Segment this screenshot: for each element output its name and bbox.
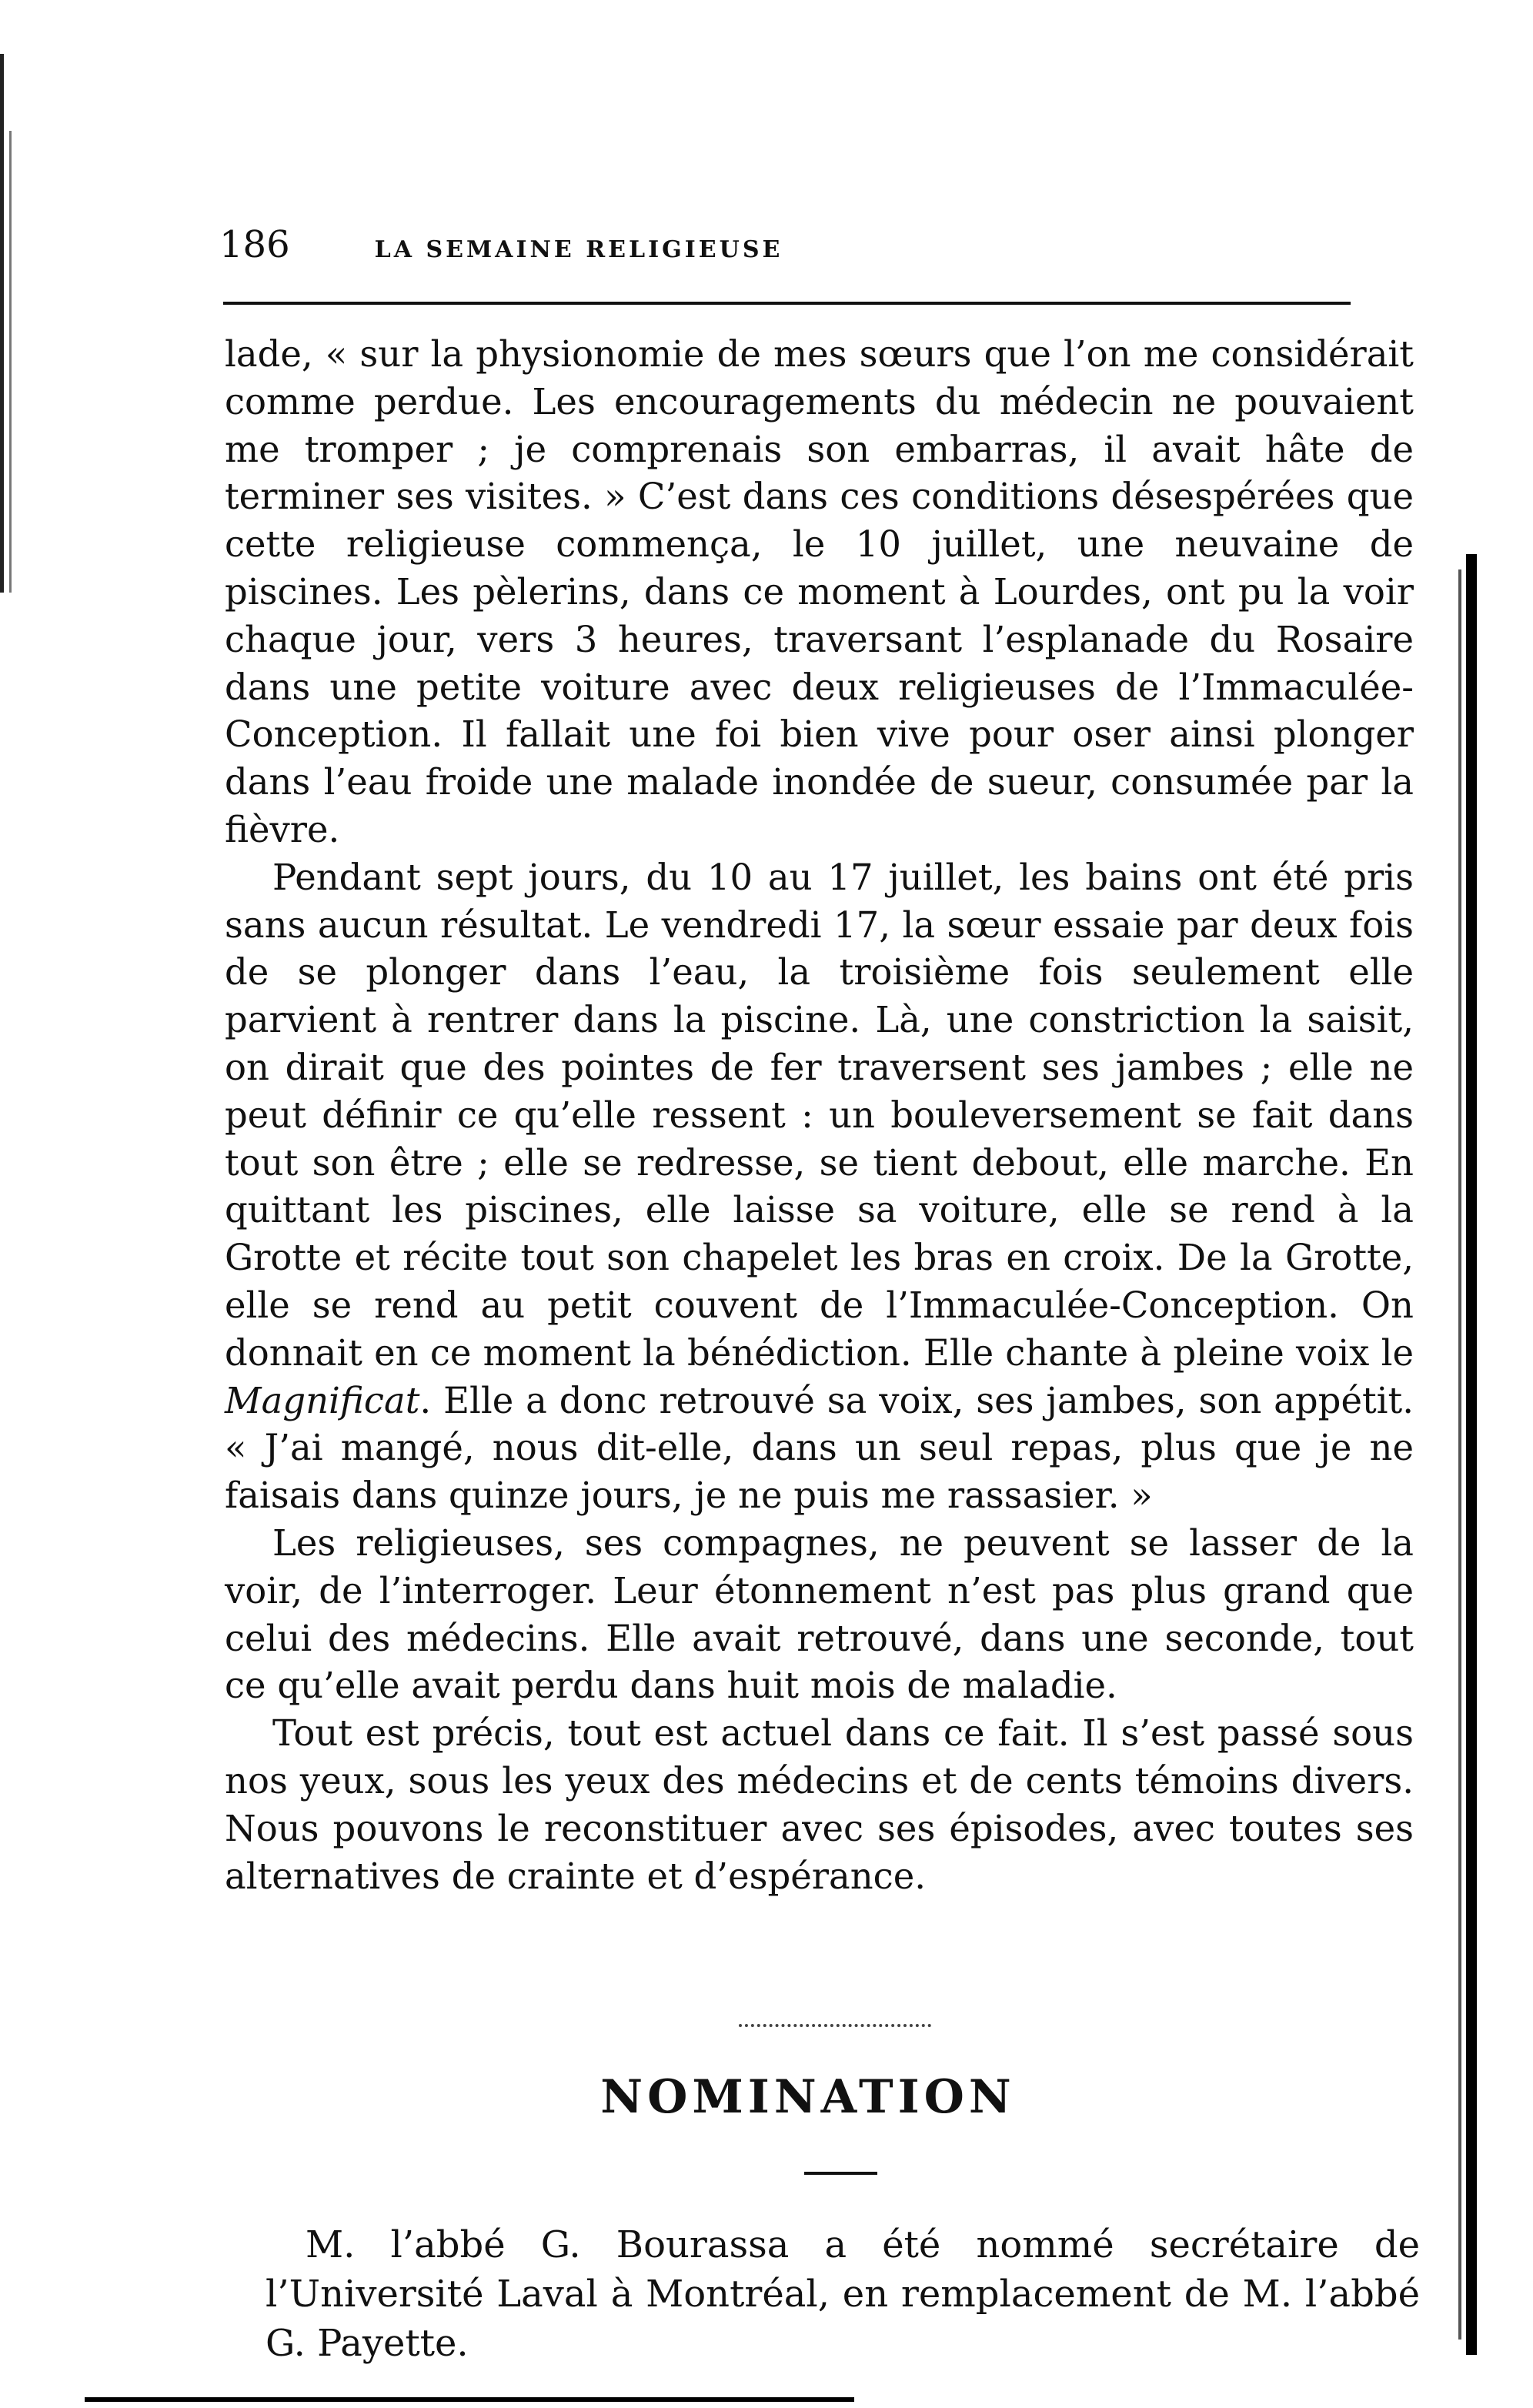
- bottom-scan-rule: [85, 2397, 854, 2402]
- section-heading: NOMINATION: [600, 2070, 1016, 2124]
- article-body: [225, 331, 1414, 1900]
- nomination-notice: [266, 2220, 1420, 2368]
- paragraph-1: lade, « sur la physionomie de mes sœurs que l’on me considérait comme perdue. Les encouragements du médecin ne pouvaient me tromper ; je comprenais son embarras, il avait hâte de terminer ses visites. » C’est dans ces conditions désespérées que cette religieuse commença, le 10 juillet, une neuvaine de piscines. Les pèlerins, dans ce moment à Lourdes, ont pu la voir chaque jour, vers 3 heures, traversant l’esplanade du Rosaire dans une petite voiture avec deux religieuses de l’Immaculée-Conception. Il fallait une foi bien vive pour oser ainsi plonger dans l’eau froide une malade inondée de sueur, consumée par la fièvre.: [225, 333, 1414, 850]
- paragraph-2-part-a: Pendant sept jours, du 10 au 17 juillet, les bains ont été pris sans aucun résultat. Le vendredi 17, la sœur essaie par deux fois de se plonger dans l’eau, la troisième fois seulement elle parvient à rentrer dans la piscine. Là, une constriction la saisit, on dirait que des pointes de fer traversent ses jambes ; elle ne peut définir ce qu’elle ressent : un bouleversement se fait dans tout son être ; elle se redresse, se tient debout, elle marche. En quittant les piscines, elle laisse sa voiture, elle se rend à la Grotte et récite tout son chapelet les bras en croix. De la Grotte, elle se rend au petit couvent de l’Immaculée-Conception. On donnait en ce moment la bénédiction. Elle chante à pleine voix le: [225, 856, 1414, 1374]
- paragraph-4: Tout est précis, tout est actuel dans ce fait. Il s’est passé sous nos yeux, sous les yeux des médecins et de cents témoins divers. Nous pouvons le reconstituer avec ses épisodes, avec toutes ses alternatives de crainte et d’espérance.: [225, 1712, 1414, 1897]
- running-title: LA SEMAINE RELIGIEUSE: [374, 236, 783, 263]
- page-header: [219, 223, 1351, 266]
- magnificat-title: Magnificat: [225, 1379, 420, 1421]
- scan-edge-right: [1466, 554, 1477, 2355]
- heading-rule: [804, 2172, 877, 2175]
- paragraph-2-part-b: . Elle a donc retrouvé sa voix, ses jambes, son appétit. « J’ai mangé, nous dit-elle, dans un seul repas, plus que je ne faisais dans quinze jours, je ne puis me rassasier. »: [225, 1379, 1414, 1517]
- header-rule: [223, 302, 1351, 305]
- section-divider-ornament: [739, 2024, 931, 2030]
- paragraph-3: Les religieuses, ses compagnes, ne peuvent se lasser de la voir, de l’interroger. Leur étonnement n’est pas plus grand que celui des médecins. Elle avait retrouvé, dans une seconde, tout ce qu’elle avait perdu dans huit mois de maladie.: [225, 1521, 1414, 1707]
- scan-edge-left-inner: [9, 131, 12, 593]
- paragraph-2: [225, 854, 1414, 1520]
- nomination-text: M. l’abbé G. Bourassa a été nommé secrétaire de l’Université Laval à Montréal, en remplacement de M. l’abbé G. Payette.: [266, 2223, 1420, 2365]
- page-number: 186: [219, 223, 290, 266]
- scan-edge-right-inner: [1458, 569, 1461, 2340]
- scan-edge-left: [0, 54, 4, 593]
